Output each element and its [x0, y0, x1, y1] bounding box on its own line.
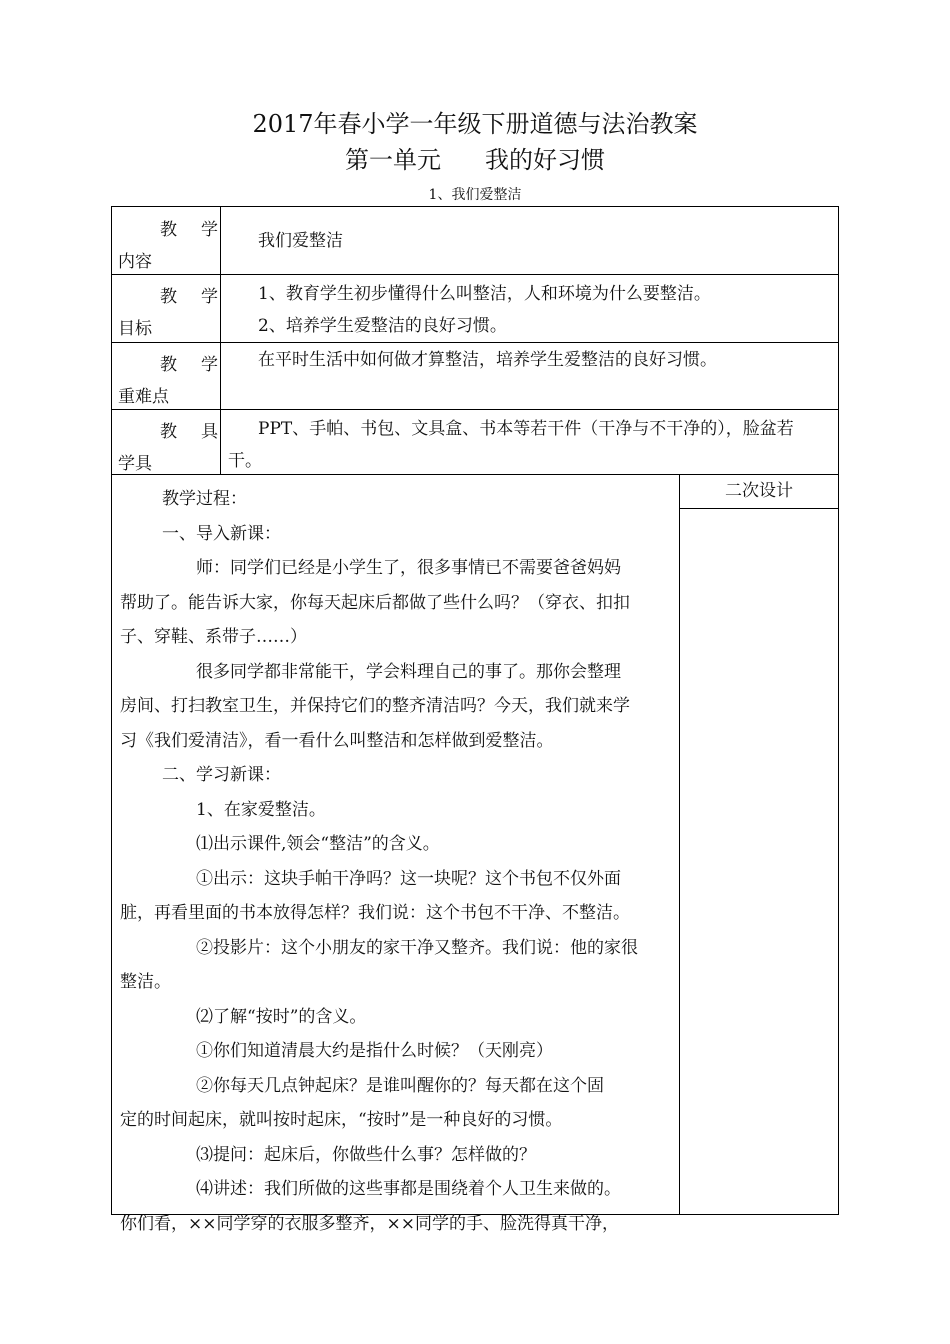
- process-line: 一、导入新课：: [162, 523, 281, 544]
- label-cell: [112, 409, 242, 475]
- process-line: 习《我们爱清洁》，看一看什么叫整洁和怎样做到爱整洁。: [120, 730, 554, 751]
- document-title: 2017年春小学一年级下册道德与法治教案: [252, 110, 698, 138]
- process-line: 子、穿鞋、系带子……）: [120, 627, 307, 647]
- second-design-header: 二次设计: [680, 475, 838, 509]
- process-line: ①你们知道清晨大约是指什么时候？（天刚亮）: [196, 1041, 553, 1061]
- label-bottom: 学具: [118, 454, 152, 474]
- content-value: 我们爱整洁: [258, 231, 343, 251]
- row-key-points: [112, 342, 838, 410]
- goal-line: 2、培养学生爱整洁的良好习惯。: [258, 316, 507, 336]
- process-line: 师：同学们已经是小学生了，很多事情已不需要爸爸妈妈: [196, 558, 621, 578]
- key-points-value: 在平时生活中如何做才算整洁，培养学生爱整洁的良好习惯。: [258, 350, 717, 370]
- label-cell: [112, 274, 242, 342]
- process-line: 整洁。: [120, 972, 171, 992]
- label-bottom: 重难点: [118, 387, 169, 407]
- label-top: 教学: [160, 355, 242, 375]
- row-teaching-goals: [112, 274, 838, 343]
- label-bottom: 目标: [118, 319, 152, 339]
- process-main-column: [112, 475, 680, 1234]
- process-line: 你们看，××同学穿的衣服多整齐，××同学的手、脸洗得真干净，: [120, 1213, 619, 1234]
- process-line: 脏，再看里面的书本放得怎样？我们说：这个书包不干净、不整洁。: [120, 903, 630, 923]
- label-cell: [112, 342, 242, 409]
- label-top: 教学: [160, 220, 242, 240]
- lesson-title: 1、我们爱整洁: [428, 187, 522, 203]
- tools-value-line: 干。: [228, 451, 262, 471]
- row-teaching-tools: [112, 409, 838, 475]
- label-top: 教具: [160, 422, 242, 442]
- label-bottom: 内容: [118, 252, 152, 272]
- value-cell: [222, 413, 838, 477]
- tools-value-line: PPT、手帕、书包、文具盒、书本等若干件（干净与不干净的），脸盆若: [258, 419, 794, 439]
- unit-number: 第一单元: [345, 146, 441, 174]
- process-line: ⑶提问：起床后，你做些什么事？怎样做的？: [196, 1144, 536, 1165]
- goal-line: 1、教育学生初步懂得什么叫整洁，人和环境为什么要整洁。: [258, 284, 711, 304]
- process-line: ⑵了解“按时”的含义。: [196, 1006, 367, 1027]
- label-top: 教学: [160, 287, 242, 307]
- process-line: 二、学习新课：: [162, 765, 281, 785]
- unit-heading: [0, 140, 950, 175]
- process-line: ②投影片：这个小朋友的家干净又整齐。我们说：他的家很: [196, 937, 638, 958]
- process-line: 定的时间起床，就叫按时起床，“按时”是一种良好的习惯。: [120, 1110, 563, 1130]
- label-cell: [112, 207, 242, 274]
- process-line: ②你每天几点钟起床？是谁叫醒你的？每天都在这个固: [196, 1075, 604, 1096]
- process-line: 房间、打扫教室卫生，并保持它们的整齐清洁吗？今天，我们就来学: [120, 696, 630, 716]
- process-line: 帮助了。能告诉大家，你每天起床后都做了些什么吗？（穿衣、扣扣: [120, 592, 630, 613]
- lesson-info-table: [111, 206, 839, 475]
- second-design-column: [680, 475, 838, 1214]
- process-line: ⑴出示课件,领会“整洁”的含义。: [196, 834, 440, 854]
- unit-name: 我的好习惯: [485, 146, 605, 174]
- process-line: 教学过程：: [162, 489, 247, 509]
- teaching-process-table: [111, 474, 839, 1234]
- process-line: 很多同学都非常能干，学会料理自己的事了。那你会整理: [196, 661, 621, 682]
- value-cell: [222, 278, 838, 342]
- row-teaching-content: [112, 207, 838, 275]
- value-cell: [222, 225, 838, 257]
- process-text: [112, 475, 679, 1241]
- process-line: ①出示：这块手帕干净吗？这一块呢？这个书包不仅外面: [196, 868, 621, 889]
- process-line: 1、在家爱整洁。: [196, 799, 326, 820]
- process-line: ⑷讲述：我们所做的这些事都是围绕着个人卫生来做的。: [196, 1179, 621, 1199]
- value-cell: [222, 344, 838, 376]
